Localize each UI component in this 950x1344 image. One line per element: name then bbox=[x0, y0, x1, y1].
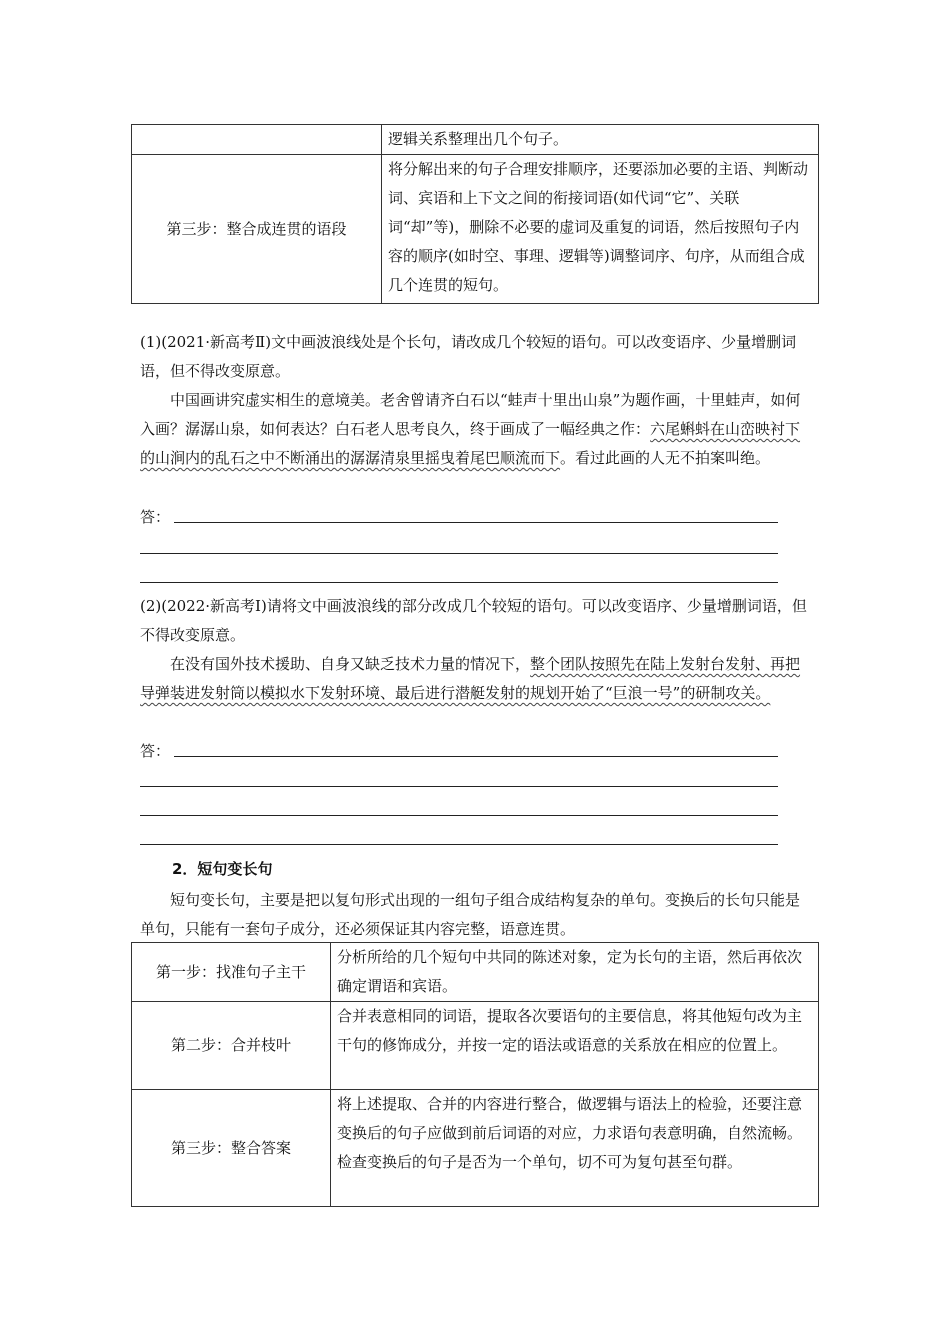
table-cell-step: 第二步：合并枝叶 bbox=[132, 1002, 331, 1090]
method-table-2 bbox=[131, 942, 819, 1207]
answer-line[interactable] bbox=[140, 786, 778, 787]
question-1-passage bbox=[140, 386, 812, 473]
table-cell-empty bbox=[132, 125, 382, 155]
answer-line[interactable] bbox=[140, 756, 778, 757]
answer-line[interactable] bbox=[140, 553, 778, 554]
question-2-passage bbox=[140, 650, 812, 708]
wavy-underlined-sentence: 六尾蝌蚪在山峦映衬下的山涧内的乱石之中不断涌出的潺潺清泉里摇曳着尾巴顺流而下 bbox=[140, 420, 801, 467]
answer-line[interactable] bbox=[140, 815, 778, 816]
table-cell-step: 第一步：找准句子主干 bbox=[132, 943, 331, 1002]
table-cell-desc: 分析所给的几个短句中共同的陈述对象，定为长句的主语，然后再依次确定谓语和宾语。 bbox=[331, 943, 819, 1002]
method-table-1 bbox=[131, 124, 819, 304]
table-cell-desc: 将上述提取、合并的内容进行整合，做逻辑与语法上的检验，还要注意变换后的句子应做到前后词语的对应，力求语句表意明确，自然流畅。检查变换后的句子是否为一个单句，切不可为复句甚至句群。 bbox=[331, 1090, 819, 1207]
table-row bbox=[132, 155, 819, 304]
passage-text: 在没有国外技术援助、自身又缺乏技术力量的情况下， bbox=[170, 655, 531, 673]
answer-label: 答： bbox=[140, 740, 174, 761]
answer-line[interactable] bbox=[140, 582, 778, 583]
question-1-prompt: (1)(2021·新高考Ⅱ)文中画波浪线处是个长句，请改成几个较短的语句。可以改变语序、少量增删词语，但不得改变原意。 bbox=[140, 333, 797, 380]
wavy-underlined-sentence: 整个团队按照先在陆上发射台发射、再把导弹装进发射筒以模拟水下发射环境、最后进行潜艇发射的规划开始了“巨浪一号”的研制攻关。 bbox=[140, 655, 801, 702]
table-cell-desc: 合并表意相同的词语，提取各次要语句的主要信息，将其他短句改为主干句的修饰成分，并按一定的语法或语意的关系放在相应的位置上。 bbox=[331, 1002, 819, 1090]
answer-line[interactable] bbox=[140, 522, 778, 523]
table-row bbox=[132, 1090, 819, 1207]
passage-text: 。看过此画的人无不拍案叫绝。 bbox=[560, 449, 771, 467]
answer-label: 答： bbox=[140, 506, 174, 527]
table-row bbox=[132, 125, 819, 155]
answer-line[interactable] bbox=[140, 844, 778, 845]
table-row bbox=[132, 1002, 819, 1090]
table-cell-desc: 将分解出来的句子合理安排顺序，还要添加必要的主语、判断动词、宾语和上下文之间的衔接词语(如代词“它”、关联词“却”等)，删除不必要的虚词及重复的词语，然后按照句子内容的顺序(如时空、事理、逻辑等)调整词序、句序，从而组合成几个连贯的短句。 bbox=[382, 155, 819, 304]
passage-text: 中国画讲究虚实相生的意境美。老舍曾请齐白石以“蛙声十里出山泉”为题作画，十里蛙声，如何入画？潺潺山泉，如何表达？白石老人思考良久，终于画成了一幅经典之作： bbox=[140, 391, 801, 438]
table-cell-step: 第三步：整合成连贯的语段 bbox=[132, 155, 382, 304]
section-intro: 短句变长句，主要是把以复句形式出现的一组句子组合成结构复杂的单句。变换后的长句只能是单句，只能有一套句子成分，还必须保证其内容完整，语意连贯。 bbox=[140, 891, 801, 938]
question-2-prompt: (2)(2022·新高考Ⅰ)请将文中画波浪线的部分改成几个较短的语句。可以改变语序、少量增删词语，但不得改变原意。 bbox=[140, 597, 807, 644]
table-cell-desc: 逻辑关系整理出几个句子。 bbox=[382, 125, 819, 155]
table-cell-step: 第三步：整合答案 bbox=[132, 1090, 331, 1207]
section-heading: 2．短句变长句 bbox=[172, 860, 273, 878]
table-row bbox=[132, 943, 819, 1002]
